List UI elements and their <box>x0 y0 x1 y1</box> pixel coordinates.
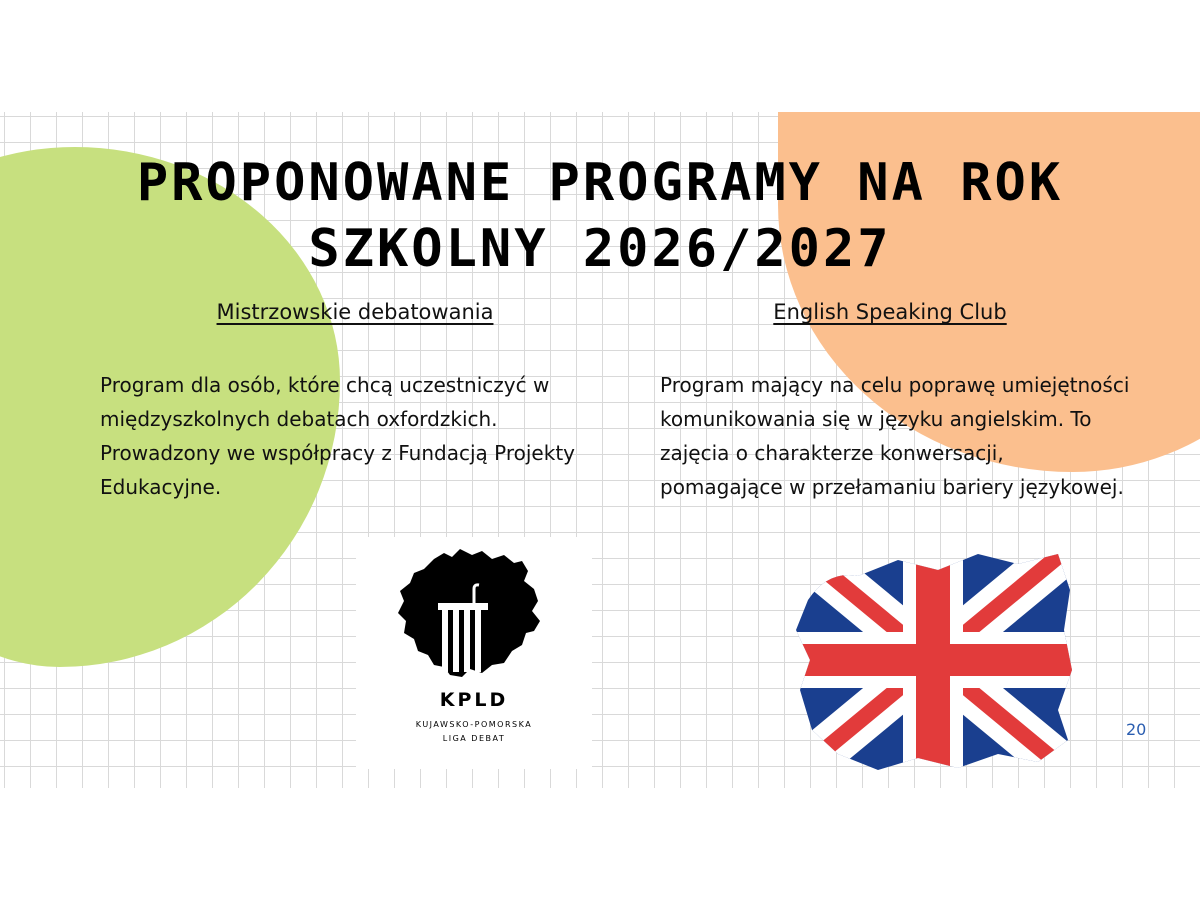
slide <box>0 112 1200 788</box>
logo-subtitle-line2: LIGA DEBAT <box>442 734 506 743</box>
logo-subtitle-line1: KUJAWSKO-POMORSKA <box>415 720 533 729</box>
program-description-english-club: Program mający na celu poprawę umiejętności komunikowania się w języku angielskim. To zajęcia o charakterze konwersacji, pomagające w przełamaniu bariery językowej. <box>660 373 1130 499</box>
kpld-logo <box>356 537 592 769</box>
slide-title: PROPONOWANE PROGRAMY NA ROK SZKOLNY 2026/2027 <box>136 153 1064 279</box>
logo-abbreviation: KPLD <box>439 689 509 711</box>
kpld-region-map-icon <box>356 537 592 687</box>
program-description-debates: Program dla osób, które chcą uczestniczyć w międzyszkolnych debatach oxfordzkich. Prowadzony we współpracy z Fundacją Projekty Edukacyjne. <box>100 373 575 499</box>
program-heading-english-club: English Speaking Club <box>773 300 1007 324</box>
program-heading-debates: Mistrzowskie debatowania <box>216 300 494 324</box>
page-number: 20 <box>1126 720 1147 739</box>
union-jack-flag-icon <box>788 540 1078 780</box>
